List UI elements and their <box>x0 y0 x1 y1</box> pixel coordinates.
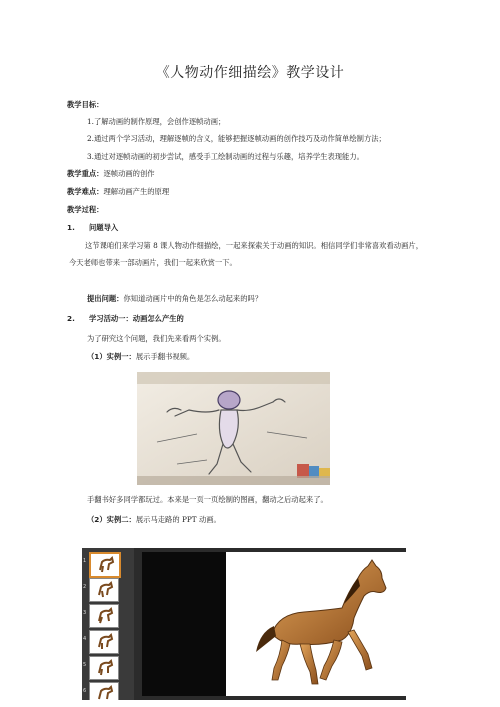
horse-thumb-icon <box>90 579 118 601</box>
horse-thumb-icon <box>91 554 119 576</box>
goal-item-2: 2.通过两个学习活动，理解逐帧的含义，能够把握逐帧动画的创作技巧及动作简单绘制方法； <box>87 134 386 143</box>
slide-number: 5 <box>83 662 87 668</box>
ppt-screenshot <box>82 548 406 700</box>
section-1-heading <box>67 222 118 233</box>
question-line <box>87 293 262 304</box>
flipbook-sketch-image <box>137 372 330 485</box>
section-2-number: 2. <box>67 314 75 323</box>
slide-thumbnail <box>89 604 119 628</box>
slide-number: 6 <box>83 688 87 694</box>
section-2-title: 学习活动一：动画怎么产生的 <box>89 314 184 323</box>
slide-thumbnail <box>89 552 121 578</box>
intro-paragraph: 这节课咱们来学习第 8 课人物动作细描绘，一起来探索关于动画的知识。相信同学们非常喜欢看动画片，今天老师也带来一部动画片，我们一起来欣赏一下。 <box>69 241 423 267</box>
process-label: 教学过程： <box>67 205 104 214</box>
section-1-number: 1. <box>67 223 75 232</box>
example-2-text: 展示马走路的 PPT 动画。 <box>135 515 221 524</box>
research-text: 为了研究这个问题，我们先来看两个实例。 <box>87 334 226 343</box>
slide-thumbnail <box>89 578 119 602</box>
horse-icon <box>226 552 406 696</box>
ppt-slide-canvas <box>142 552 406 696</box>
difficulty-text: 理解动画产生的原理 <box>103 187 170 196</box>
flipbook-text: 手翻书好多同学都玩过。本来是一页一页绘制的图画，翻动之后动起来了。 <box>87 495 328 504</box>
document-title: 《人物动作细描绘》教学设计 <box>155 65 345 81</box>
slide-thumbnail <box>89 682 119 700</box>
section-2-heading <box>67 313 184 324</box>
difficulty-label: 教学难点： <box>67 187 104 196</box>
section-1-title: 问题导入 <box>89 223 119 232</box>
slide-number: 1 <box>83 558 87 564</box>
slide-thumbnail <box>89 630 119 654</box>
goal-item-3: 3.通过对逐帧动画的初步尝试，感受手工绘制动画的过程与乐趣，培养学生表现能力。 <box>87 152 364 161</box>
example-1-text: 展示手翻书视频。 <box>135 352 195 361</box>
slide-number: 4 <box>83 636 87 642</box>
difficulty-line <box>67 186 169 197</box>
ppt-current-slide <box>226 552 406 696</box>
horse-thumb-icon <box>90 605 118 627</box>
horse-thumb-icon <box>90 683 118 700</box>
flipbook-sketch-drawing <box>137 372 330 485</box>
horse-thumb-icon <box>90 657 118 679</box>
slide-thumbnail <box>89 656 119 680</box>
slide-number: 2 <box>83 584 87 590</box>
goal-item-1: 1.了解动画的制作原理，会创作逐帧动画； <box>87 117 226 126</box>
ppt-slide-panel <box>82 548 134 700</box>
key-point-label: 教学重点： <box>67 169 104 178</box>
key-point-text: 逐帧动画的创作 <box>103 169 155 178</box>
example-1-line <box>87 351 194 362</box>
goal-label: 教学目标： <box>67 100 104 109</box>
example-2-line <box>87 514 221 525</box>
horse-thumb-icon <box>90 631 118 653</box>
question-label: 提出问题： <box>87 294 124 303</box>
key-point-line <box>67 168 155 179</box>
example-2-label: （2）实例二： <box>87 515 136 524</box>
slide-number: 3 <box>83 610 87 616</box>
example-1-label: （1）实例一： <box>87 352 136 361</box>
question-text: 你知道动画片中的角色是怎么动起来的吗？ <box>123 294 263 303</box>
